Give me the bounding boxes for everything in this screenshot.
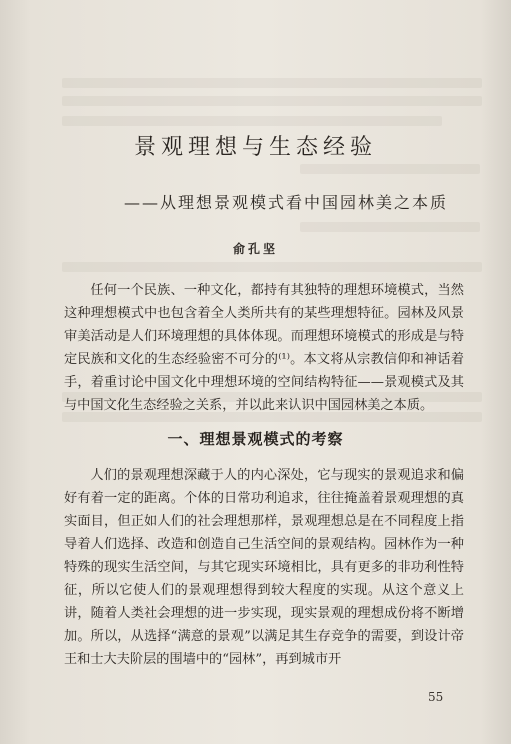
bleed-through	[62, 116, 442, 126]
section-heading: 一、理想景观模式的考察	[167, 430, 344, 448]
article-title: 景观理想与生态经验	[133, 135, 377, 160]
bleed-through	[62, 78, 482, 88]
bleed-through	[62, 262, 482, 272]
bleed-through	[300, 164, 480, 174]
page-number: 55	[428, 690, 444, 704]
intro-paragraph: 任何一个民族、一种文化，都持有其独特的理想环境模式，当然这种理想模式中也包含着全人类所共有的某些理想特征。园林及风景审美活动是人们环境理想的具体体现。而理想环境模式的形成是与特定民族和文化的生态经验密不可分的⁽¹⁾。本文将从宗教信仰和神话着手，着重讨论中国文化中理想环境的空间结构特征——景观模式及其与中国文化生态经验之关系，并以此来认识中国园林美之本质。	[64, 283, 464, 413]
bleed-through	[62, 96, 482, 106]
author-name: 俞孔坚	[232, 242, 278, 256]
article-subtitle: ——从理想景观模式看中国园林美之本质	[124, 193, 449, 212]
bleed-through	[300, 222, 480, 232]
body-paragraph: 人们的景观理想深藏于人的内心深处，它与现实的景观追求和偏好有着一定的距离。个体的日常功利追求，往往掩盖着景观理想的真实面目，但正如人们的社会理想那样，景观理想总是在不同程度上指导着人们选择、改造和创造自己生活空间的景观结构。园林作为一种特殊的现实生活空间，与其它现实环境相比，具有更多的非功利性特征，所以它使人们的景观理想得到较大程度的实现。从这个意义上讲，随着人类社会理想的进一步实现，现实景观的理想成份将不断增加。所以，从选择“满意的景观”以满足其生存竞争的需要，到设计帝王和士大夫阶层的围墙中的“园林”，再到城市开	[64, 468, 464, 667]
